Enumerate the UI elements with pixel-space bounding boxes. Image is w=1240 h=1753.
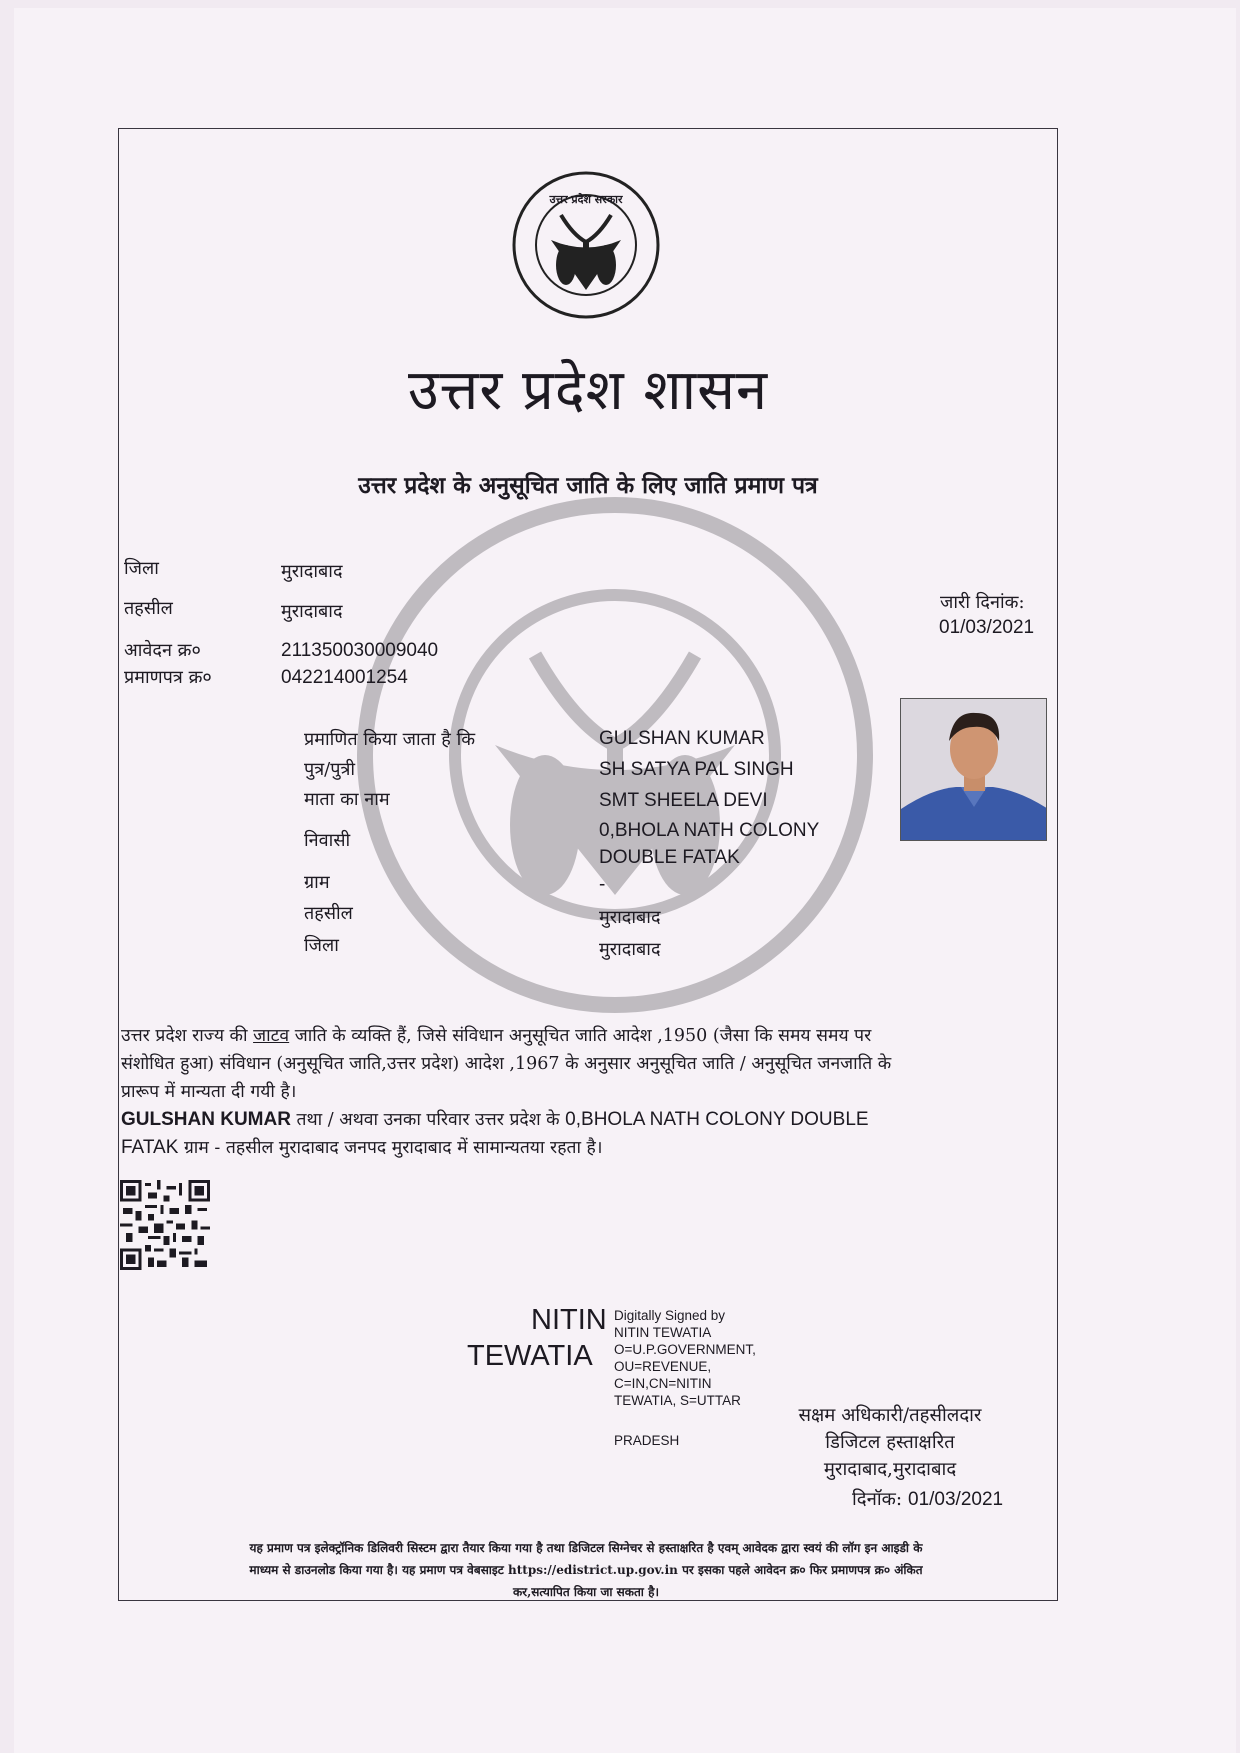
applicant-photo (900, 698, 1047, 841)
body-line-1: उत्तर प्रदेश राज्य की जाटव जाति के व्यक्ति हैं, जिसे संविधान अनुसूचित जाति आदेश ,1950 (जैसा कि समय समय पर (121, 1026, 872, 1046)
authority-date: दिनॉक: 01/03/2021 (852, 1489, 1004, 1510)
village-label: ग्राम (304, 872, 330, 893)
detail-tehsil-label: तहसील (304, 903, 353, 924)
detail-tehsil-value: मुरादाबाद (599, 907, 661, 928)
application-number-label: आवेदन क्र० (124, 640, 201, 661)
issue-date-value: 01/03/2021 (939, 617, 1035, 638)
tehsil-label: तहसील (124, 598, 173, 619)
authority-block (790, 1402, 990, 1483)
certificate-title: उत्तर प्रदेश के अनुसूचित जाति के लिए जाति प्रमाण पत्र (358, 472, 818, 499)
mother-label: माता का नाम (304, 789, 390, 810)
issue-date-label: जारी दिनांक: (940, 592, 1025, 613)
signer-name-line2: TEWATIA (467, 1340, 593, 1372)
body-line-5: FATAK ग्राम - तहसील मुरादाबाद जनपद मुरादाबाद में सामान्यतया रहता है। (121, 1137, 603, 1158)
caste-name: जाटव (253, 1026, 290, 1046)
qr-code[interactable] (120, 1180, 210, 1270)
body-line-4: GULSHAN KUMAR तथा / अथवा उनका परिवार उत्तर प्रदेश के 0,BHOLA NATH COLONY DOUBLE (121, 1109, 869, 1130)
certificate-number-value: 042214001254 (281, 667, 408, 688)
address-line2: DOUBLE FATAK (599, 847, 740, 868)
body-line-2: संशोधित हुआ) संविधान (अनुसूचित जाति,उत्तर प्रदेश) आदेश ,1967 के अनुसार अनुसूचित जाति / अनुसूचित जनजाति के (121, 1054, 892, 1074)
resident-label: निवासी (304, 830, 351, 851)
certificate-number-label: प्रमाणपत्र क्र० (124, 667, 212, 688)
tehsil-value: मुरादाबाद (281, 601, 343, 622)
body-line-3: प्रारूप में मान्यता दी गयी है। (121, 1082, 297, 1102)
detail-district-value: मुरादाबाद (599, 939, 661, 960)
footnote: यह प्रमाण पत्र इलेक्ट्रॉनिक डिलिवरी सिस्टम द्वारा तैयार किया गया है तथा डिजिटल सिग्नेचर से हस्ताक्षरित है एवम् आवेदक द्वारा स्वयं की लॉग इन आइडी के माध्यम से डाउनलोड किया गया है। यह प्रमाण पत्र वेबसाइट https://edistrict.up.gov.in पर इसका पहले आवेदन क्र० फिर प्रमाणपत्र क्र० अंकित कर,सत्यापित किया जा सकता है। (249, 1541, 923, 1599)
district-label: जिला (124, 558, 159, 579)
certification-paragraph (121, 1022, 1041, 1162)
parent-name: SH SATYA PAL SINGH (599, 759, 794, 780)
signer-name-line1: NITIN (531, 1304, 607, 1336)
certified-label: प्रमाणित किया जाता है कि (304, 729, 476, 750)
mother-name: SMT SHEELA DEVI (599, 790, 768, 811)
authority-title: सक्षम अधिकारी/तहसीलदार (798, 1405, 982, 1426)
signature-details: Digitally Signed by NITIN TEWATIA O=U.P.GOVERNMENT, OU=REVENUE, C=IN,CN=NITIN TEWATIA, S=UTTAR (614, 1308, 756, 1408)
village-value: - (599, 874, 606, 895)
address-line1: 0,BHOLA NATH COLONY (599, 820, 820, 841)
district-value: मुरादाबाद (281, 561, 343, 582)
applicant-name: GULSHAN KUMAR (599, 728, 765, 749)
application-number-value: 211350030009040 (281, 640, 439, 661)
body-applicant-name: GULSHAN KUMAR (121, 1109, 291, 1130)
authority-location: मुरादाबाद,मुरादाबाद (823, 1459, 957, 1480)
emblem-text: उत्तर प्रदेश सरकार (549, 193, 623, 206)
page-heading: उत्तर प्रदेश शासन (407, 358, 769, 423)
authority-digital: डिजिटल हस्ताक्षरित (825, 1432, 955, 1453)
signature-state: PRADESH (614, 1433, 680, 1448)
detail-district-label: जिला (304, 935, 339, 956)
certificate-frame (118, 128, 1058, 1601)
parent-label: पुत्र/पुत्री (304, 759, 356, 780)
